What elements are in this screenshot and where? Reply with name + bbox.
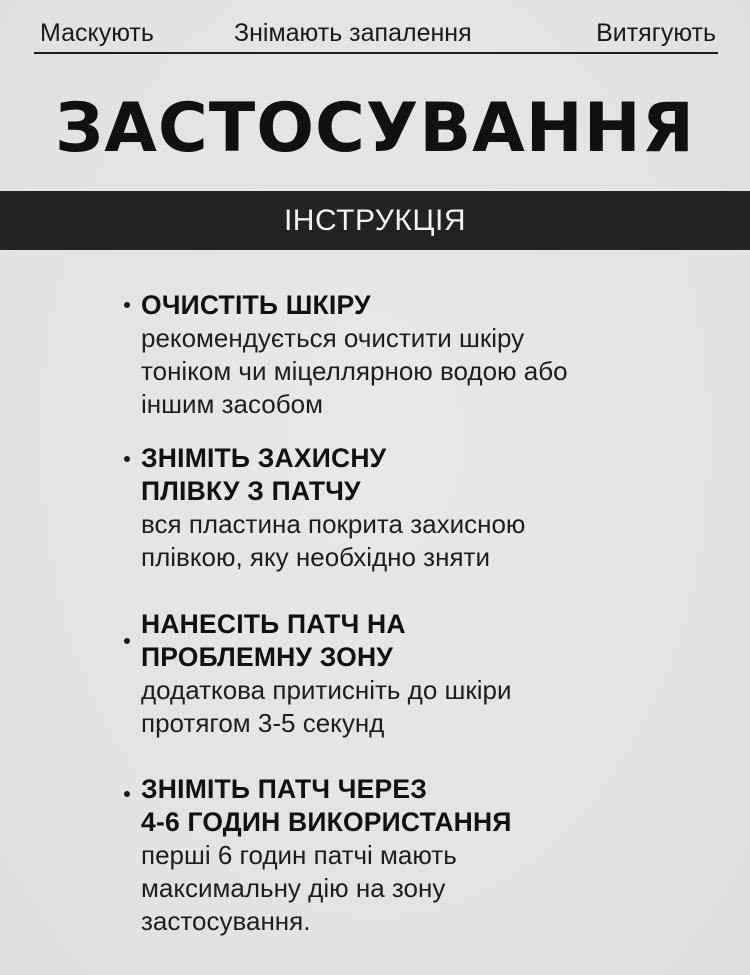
step-remove-film: [141, 442, 681, 574]
step-text-line: іншим засобом: [141, 389, 323, 419]
step-heading: 4-6 ГОДИН ВИКОРИСТАННЯ: [141, 807, 512, 837]
step-heading: ПРОБЛЕМНУ ЗОНУ: [141, 642, 393, 672]
step-text-line: максимальну дію на зону: [141, 873, 446, 903]
step-heading: ПЛІВКУ З ПАТЧУ: [141, 476, 361, 506]
feature-tag-anti-inflammation: Знімають запалення: [234, 19, 472, 47]
step-cleanse-skin: [141, 289, 681, 421]
step-text-line: вся пластина покрита захисною: [141, 509, 526, 539]
instruction-band-label: ІНСТРУКЦІЯ: [283, 204, 467, 237]
step-text-line: перші 6 годин патчі мають: [141, 840, 457, 870]
bullet-icon: [124, 456, 130, 462]
step-heading: ОЧИСТІТЬ ШКІРУ: [141, 290, 371, 320]
bullet-icon: [124, 302, 130, 308]
step-heading: НАНЕСІТЬ ПАТЧ НА: [141, 609, 406, 639]
feature-tag-extraction: Витягують: [596, 19, 716, 47]
step-text-line: додаткова притисніть до шкіри: [141, 675, 512, 705]
bullet-icon: [124, 791, 130, 797]
feature-tag-masking: Маскують: [40, 19, 154, 47]
step-text-line: рекомендується очистити шкіру: [141, 323, 525, 353]
step-text-line: протягом 3-5 секунд: [141, 708, 385, 738]
step-heading: ЗНІМІТЬ ПАТЧ ЧЕРЕЗ: [141, 774, 428, 804]
page-title: ЗАСТОСУВАННЯ: [54, 89, 695, 168]
step-text-line: застосування.: [141, 906, 311, 936]
step-remove-patch: [141, 773, 681, 938]
step-text-line: тоніком чи міцеллярною водою або: [141, 356, 568, 386]
step-apply-patch: [141, 608, 681, 740]
step-text-line: плівкою, яку необхідно зняти: [141, 542, 490, 572]
step-heading: ЗНІМІТЬ ЗАХИСНУ: [141, 443, 387, 473]
bullet-icon: [124, 638, 130, 644]
